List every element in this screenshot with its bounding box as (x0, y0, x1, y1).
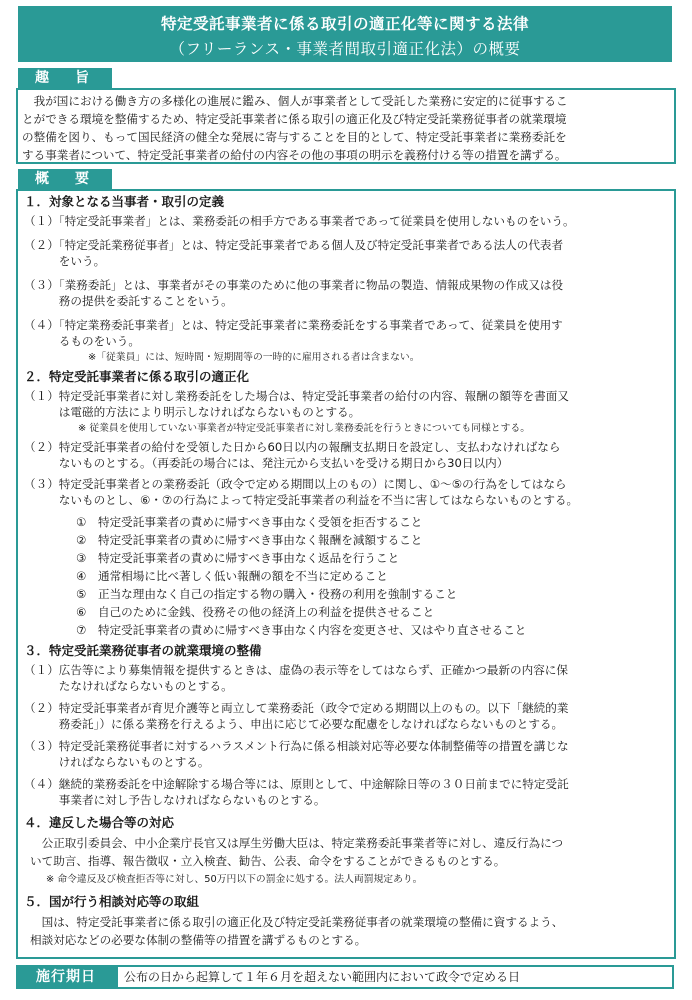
s2-list-item: ⑤ 正当な理由なく自己の指定する物の購入・役務の利用を強制すること (76, 587, 458, 601)
s2-item-3b: ないものとし、⑥・⑦の行為によって特定受託事業者の利益を不当に害してはならないものとする。 (24, 493, 579, 507)
s3-item-1b: たなければならないものとする。 (24, 679, 233, 693)
s2-list-item: ⑦ 特定受託事業者の責めに帰すべき事由なく内容を変更させ、又はやり直させること (76, 623, 527, 637)
s2-list-item: ② 特定受託事業者の責めに帰すべき事由なく報酬を減額すること (76, 533, 423, 547)
s4-note: ※ 命令違反及び検査拒否等に対し、50万円以下の罰金に処する。法人両罰規定あり。 (46, 874, 423, 885)
section-2-title: ２．特定受託事業者に係る取引の適正化 (24, 369, 250, 384)
s1-item-2b: をいう。 (24, 254, 106, 268)
s3-item-2a: （２）特定受託事業者が育児介護等と両立して業務委託（政令で定める期間以上のもの。以下「継続的業 (24, 701, 569, 715)
s1-note: ※「従業員」には、短時間・短期間等の一時的に雇用される者は含まない。 (88, 352, 420, 363)
s5-line-2: 相談対応などの必要な体制の整備等の措置を講ずるものとする。 (30, 933, 367, 947)
s2-list-item: ⑥ 自己のために金銭、役務その他の経済上の利益を提供させること (76, 605, 435, 619)
section-1-title: １．対象となる当事者・取引の定義 (24, 194, 225, 209)
s1-item-4a: （４）「特定業務委託事業者」とは、特定受託事業者に業務委託をする事業者であって、従業員を使用す (24, 318, 563, 332)
s2-list-item: ① 特定受託事業者の責めに帰すべき事由なく受領を拒否すること (76, 515, 423, 529)
s2-list-item: ③ 特定受託事業者の責めに帰すべき事由なく返品を行うこと (76, 551, 400, 565)
s1-item-3a: （３）「業務委託」とは、事業者がその事業のために他の事業者に物品の製造、情報成果物の作成又は役 (24, 278, 564, 292)
s1-item-1: （１）「特定受託事業者」とは、業務委託の相手方である事業者であって従業員を使用しないものをいう。 (24, 214, 575, 228)
seko-text: 公布の日から起算して１年６月を超えない範囲内において政令で定める日 (116, 965, 674, 989)
s1-item-2a: （２）「特定受託業務従事者」とは、特定受託事業者である個人及び特定受託事業者である法人の代表者 (24, 238, 564, 252)
section-4-title: ４．違反した場合等の対応 (24, 815, 175, 830)
seko-label: 施行期日 (16, 965, 116, 989)
s2-item-3a: （３）特定受託事業者との業務委託（政令で定める期間以上のもの）に関し、①～⑤の行為をしてはなら (24, 477, 567, 491)
s1-item-3b: 務の提供を委託することをいう。 (24, 294, 233, 308)
s3-item-4b: 事業者に対し予告しなければならないものとする。 (24, 793, 326, 807)
shushi-heading: 趣 旨 (18, 68, 112, 88)
title-line-1: 特定受託事業者に係る取引の適正化等に関する法律 (160, 15, 529, 33)
shushi-line-4: する事業者について、特定受託事業者の給付の内容その他の事項の明示を義務付ける等の措置を講ずる。 (22, 148, 567, 162)
s3-item-3a: （３）特定受託業務従事者に対するハラスメント行為に係る相談対応等必要な体制整備等の措置を講じな (24, 739, 569, 753)
shushi-line-3: の整備を図り、もって国民経済の健全な発展に寄与することを目的として、特定受託事業者に業務委託を (22, 130, 567, 144)
title-line-2: （フリーランス・事業者間取引適正化法）の概要 (169, 40, 521, 58)
s1-item-4b: るものをいう。 (24, 334, 140, 348)
s2-item-1b: は電磁的方法により明示しなければならないものとする。 (24, 405, 361, 419)
title-banner (18, 6, 672, 62)
s4-line-1: 公正取引委員会、中小企業庁長官又は厚生労働大臣は、特定業務委託事業者等に対し、違反行為につ (30, 836, 564, 850)
s3-item-4a: （４）継続的業務委託を中途解除する場合等には、原則として、中途解除日等の３０日前までに特定受託 (24, 777, 569, 791)
gaiyo-heading: 概 要 (18, 169, 112, 189)
section-5-title: ５．国が行う相談対応等の取組 (24, 894, 200, 909)
s3-item-2b: 務委託」）に係る業務を行えるよう、申出に応じて必要な配慮をしなければならないものとする。 (24, 717, 564, 731)
s5-line-1: 国は、特定受託事業者に係る取引の適正化及び特定受託業務従事者の就業環境の整備に資するよう、 (30, 915, 564, 929)
s2-list-item: ④ 通常相場に比べ著しく低い報酬の額を不当に定めること (76, 569, 388, 583)
s2-item-1a: （１）特定受託事業者に対し業務委託をした場合は、特定受託事業者の給付の内容、報酬の額等を書面又 (24, 389, 569, 403)
s2-item-2b: ないものとする。（再委託の場合には、発注元から支払いを受ける期日から30日以内） (24, 456, 509, 470)
s2-item-2a: （２）特定受託事業者の給付を受領した日から60日以内の報酬支払期日を設定し、支払わなければなら (24, 440, 561, 454)
s3-item-1a: （１）広告等により募集情報を提供するときは、虚偽の表示等をしてはならず、正確かつ最新の内容に保 (24, 663, 568, 677)
s3-item-3b: ければならないものとする。 (24, 755, 210, 769)
section-3-title: ３．特定受託業務従事者の就業環境の整備 (24, 643, 262, 658)
s2-note: ※ 従業員を使用していない事業者が特定受託事業者に対し業務委託を行うときについても同様とする。 (78, 423, 530, 434)
shushi-line-1: 我が国における働き方の多様化の進展に鑑み、個人が事業者として受託した業務に安定的に従事するこ (22, 94, 568, 108)
shushi-line-2: とができる環境を整備するため、特定受託事業者に係る取引の適正化及び特定受託業務従事者の就業環境 (22, 112, 567, 126)
s4-line-2: いて助言、指導、報告徴収・立入検査、勧告、公表、命令をすることができるものとする。 (30, 854, 506, 868)
